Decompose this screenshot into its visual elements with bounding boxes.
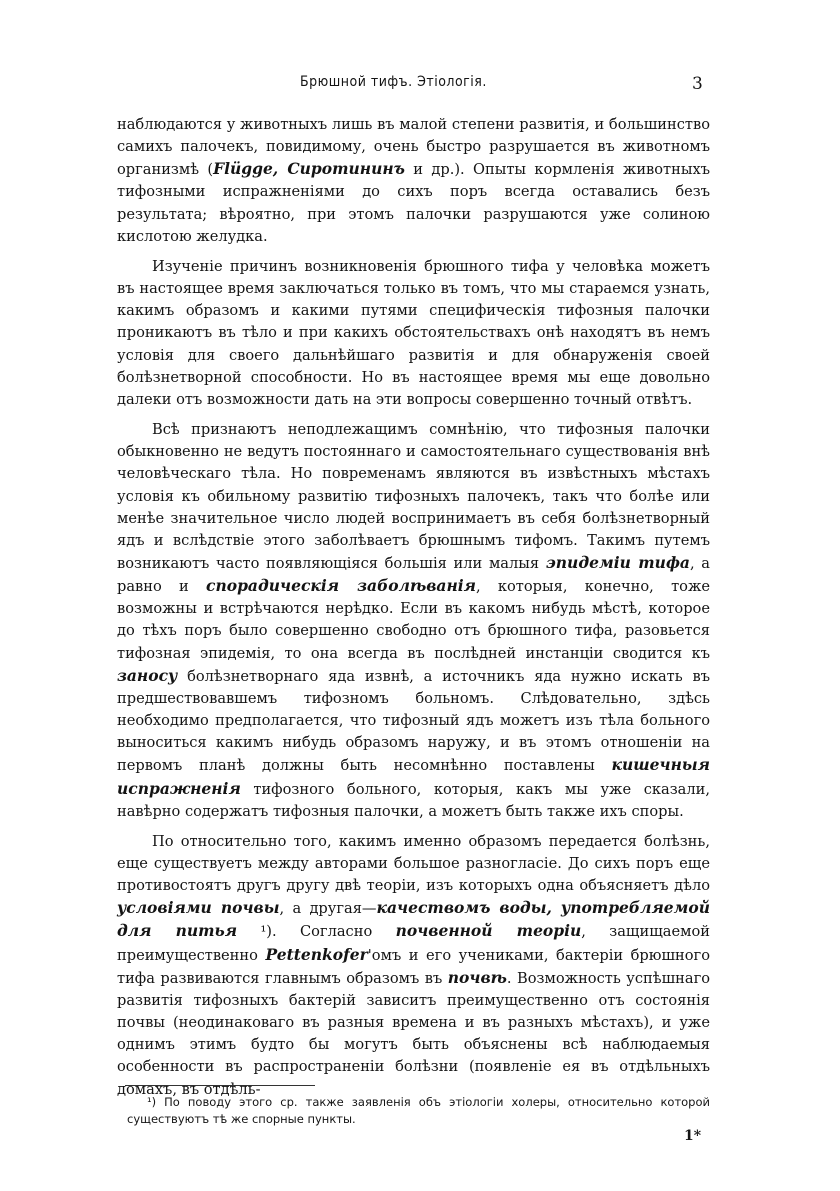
footnote: ¹) По поводу этого ср. также заявленія объ этіологіи холеры, относительно которой существуютъ тѣ же спорные пункты.: [127, 1095, 710, 1126]
emphasized-text: Flügge, Сиротининъ: [213, 159, 405, 179]
text-run: наблюдаются у животныхъ лишь въ малой степени развитія, и большинство самихъ палочекъ, повидимому, очень быстро разрушается въ животномъ организмѣ (: [117, 116, 710, 179]
emphasized-text: эпидеміи тифа: [545, 552, 690, 572]
text-run: , а равно и: [117, 554, 710, 596]
text-run: Изученіе причинъ возникновенія брюшного тифа у человѣка можетъ въ настоящее время заключаться только въ томъ, что мы стараемся узнать, какимъ образомъ и какими путями специфическія тифозныя палочки проникаютъ въ тѣло и при какихъ обстоятельствахъ онѣ находятъ въ немъ условія для своего дальнѣйшаго развитія и для обнаруженія своей болѣзнетворной способности. Но въ настоящее время мы еще довольно далеки отъ возможности дать на эти вопросы совершенно точный отвѣтъ.: [117, 257, 710, 408]
paragraph: [117, 831, 710, 1101]
body-text: [117, 114, 710, 1109]
text-run: тифозного больного, которыя, какъ мы уже сказали, навѣрно содержатъ тифозныя палочки, а можетъ быть также ихъ споры.: [117, 780, 710, 820]
footnote-divider: [125, 1085, 315, 1086]
text-run: , которыя, конечно, тоже возможны и встрѣчаются нерѣдко. Если въ какомъ нибудь мѣстѣ, которое до тѣхъ поръ было совершенно свободно отъ брюшного тифа, разовьется тифозная эпидемія, то она всегда въ послѣдней инстанціи сводится къ: [117, 578, 711, 662]
text-run: и др.). Опыты кормленія животныхъ тифозными испражненіями до сихъ поръ всегда оставались безъ результата; вѣроятно, при этомъ палочки разрушаются уже солиною кислотою желудка.: [117, 161, 710, 245]
text-run: ¹). Согласно: [237, 923, 396, 941]
emphasized-text: почвѣ: [447, 967, 507, 987]
emphasized-text: почвенной теоріи: [395, 921, 582, 941]
emphasized-text: спорадическія заболѣванія: [206, 576, 476, 596]
emphasized-text: условіями почвы: [117, 898, 280, 918]
text-run: . Возможность успѣшнаго развитія тифозныхъ бактерій зависитъ преимущественно отъ состоянія почвы (неодинаковаго въ разныя времена и въ разныхъ мѣстахъ), и уже однимъ этимъ будто бы могутъ быть объяснены всѣ наблюдаемыя особенности въ распространеніи болѣзни (появленіе ея въ отдѣльныхъ домахъ, въ отдѣль-: [117, 969, 710, 1098]
paragraph: [117, 419, 710, 823]
emphasized-text: Pettenkofer: [265, 944, 368, 964]
paragraph: [117, 114, 710, 248]
text-run: 'омъ и его учениками, бактеріи брюшного тифа развиваются главнымъ образомъ въ: [117, 946, 710, 987]
text-run: болѣзнетворнаго яда извнѣ, а источникъ яда нужно искать въ предшествовавшемъ тифозномъ больномъ. Слѣдовательно, здѣсь необходимо предполагается, что тифозный ядъ можетъ изъ тѣла больного выноситься какимъ нибудь образомъ наружу, и въ этомъ отношеніи на первомъ планѣ должны быть несомнѣнно поставлены: [117, 667, 710, 775]
page-number: 3: [692, 74, 703, 94]
text-run: , защищаемой преимущественно: [117, 923, 710, 964]
text-run: По относительно того, какимъ именно образомъ передается болѣзнь, еще существуетъ между авторами большое разногласіе. До сихъ поръ еще противостоятъ другъ другу двѣ теоріи, изъ которыхъ одна объясняетъ дѣло: [117, 832, 710, 895]
paragraph: [117, 256, 710, 411]
text-run: , а другая—: [279, 900, 377, 918]
text-run: Всѣ признаютъ неподлежащимъ сомнѣнію, что тифозныя палочки обыкновенно не ведутъ постояннаго и самостоятельнаго существованія внѣ человѣческаго тѣла. Но повременамъ являются въ извѣстныхъ мѣстахъ условія къ обильному развитію тифозныхъ палочекъ, такъ что болѣе или менѣе значительное число людей воспринимаетъ въ себя болѣзнетворный ядъ и вслѣдствіе этого заболѣваетъ брюшнымъ тифомъ. Такимъ путемъ возникаютъ часто появляющіяся большія или малыя: [117, 421, 710, 572]
emphasized-text: кишечныя испражненія: [117, 755, 710, 798]
emphasized-text: качествомъ воды, употребляемой для питья: [117, 898, 710, 941]
running-title: Брюшной тифъ. Этіологія.: [300, 74, 487, 90]
printer-signature-mark: 1*: [684, 1128, 702, 1144]
emphasized-text: заносу: [117, 665, 178, 685]
